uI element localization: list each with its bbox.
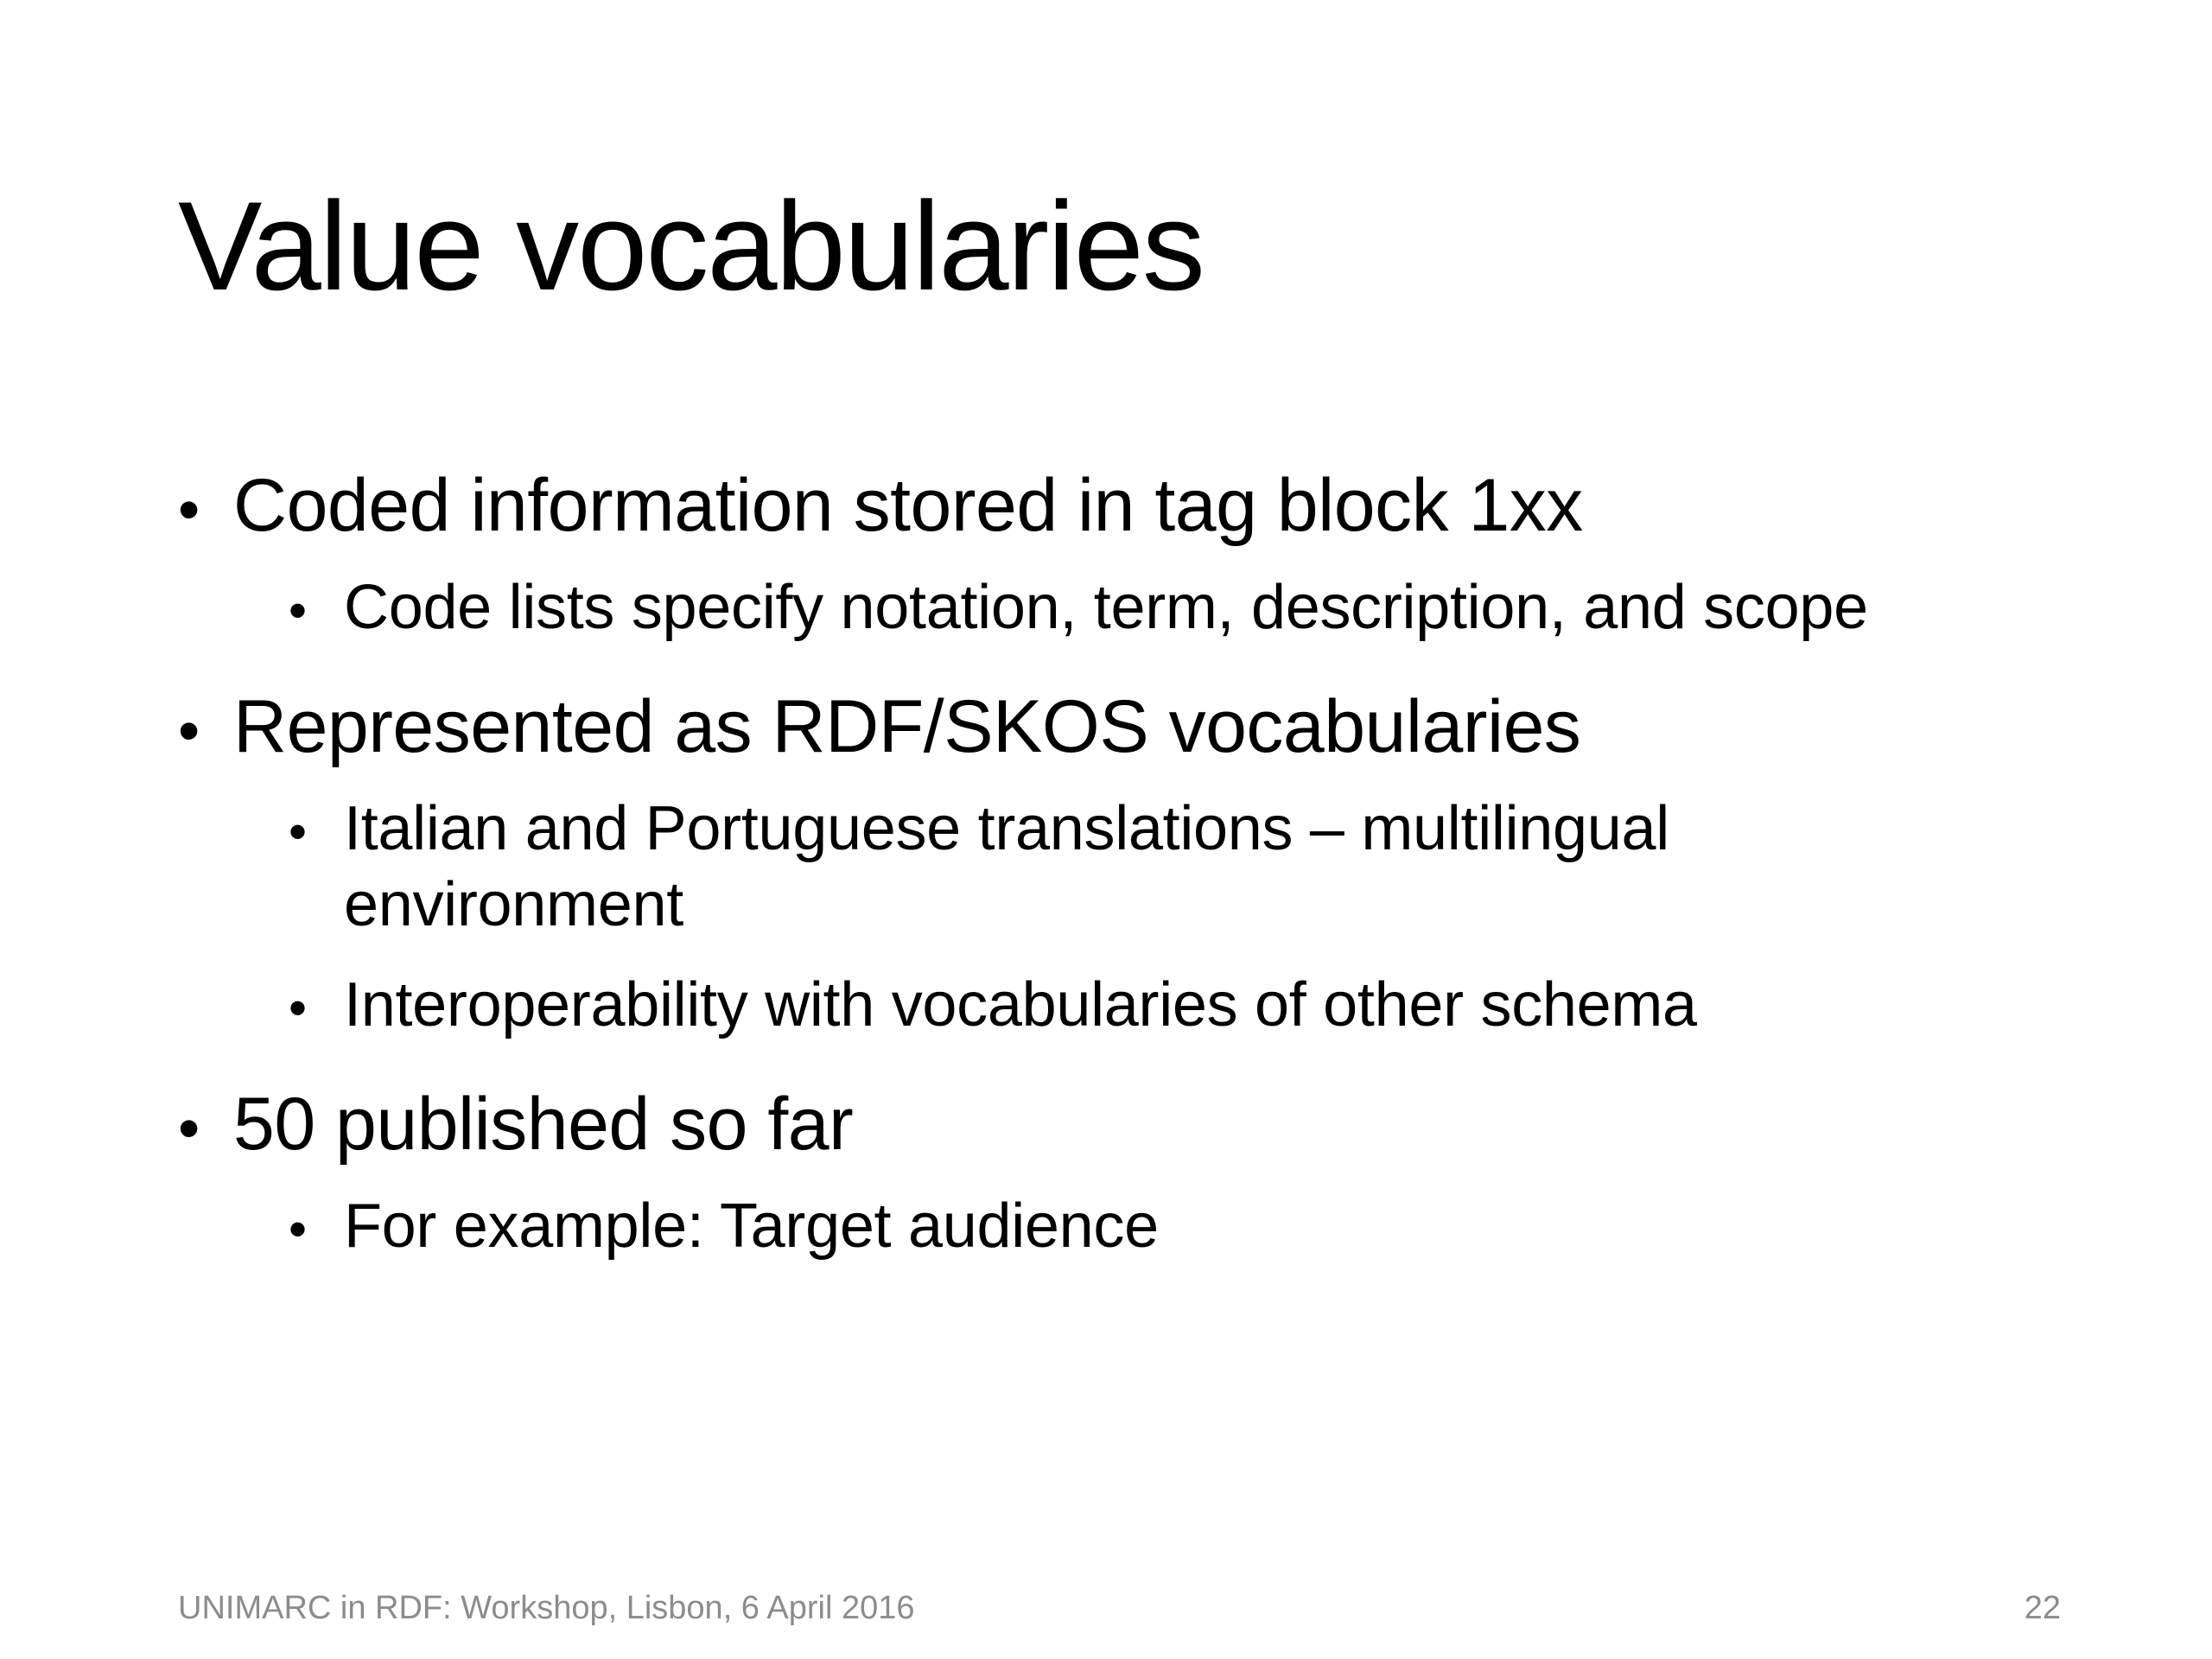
- bullet-text: 50 published so far: [233, 1083, 854, 1166]
- sub-bullet-text: Code lists specify notation, term, description, and scope: [344, 573, 1868, 642]
- sub-bullet-text: Italian and Portuguese translations – multilingual environment: [344, 794, 1669, 939]
- bullet-item: [178, 685, 1581, 768]
- slide-title: Value vocabularies: [178, 175, 1204, 316]
- sub-bullet-item: [289, 791, 1930, 944]
- sub-bullet-text: For example: Target audience: [344, 1192, 1159, 1261]
- bullet-marker: •: [178, 1094, 200, 1163]
- bullet-item: [178, 1083, 854, 1166]
- footer-text: UNIMARC in RDF: Workshop, Lisbon, 6 April 2016: [178, 1590, 915, 1626]
- sub-bullet-item: [289, 968, 1697, 1044]
- bullet-marker: •: [178, 696, 200, 766]
- page-number: 22: [2024, 1590, 2061, 1626]
- sub-bullet-marker: •: [289, 582, 308, 639]
- bullet-text: Coded information stored in tag block 1xx: [233, 464, 1583, 547]
- bullet-item: [178, 464, 1583, 547]
- sub-bullet-item: [289, 1189, 1159, 1265]
- bullet-marker: •: [178, 475, 200, 544]
- sub-bullet-marker: •: [289, 1200, 308, 1258]
- sub-bullet-marker: •: [289, 803, 308, 861]
- sub-bullet-marker: •: [289, 979, 308, 1037]
- bullet-text: Represented as RDF/SKOS vocabularies: [233, 685, 1581, 768]
- sub-bullet-text: Interoperability with vocabularies of other schema: [344, 970, 1697, 1039]
- sub-bullet-item: [289, 570, 1868, 646]
